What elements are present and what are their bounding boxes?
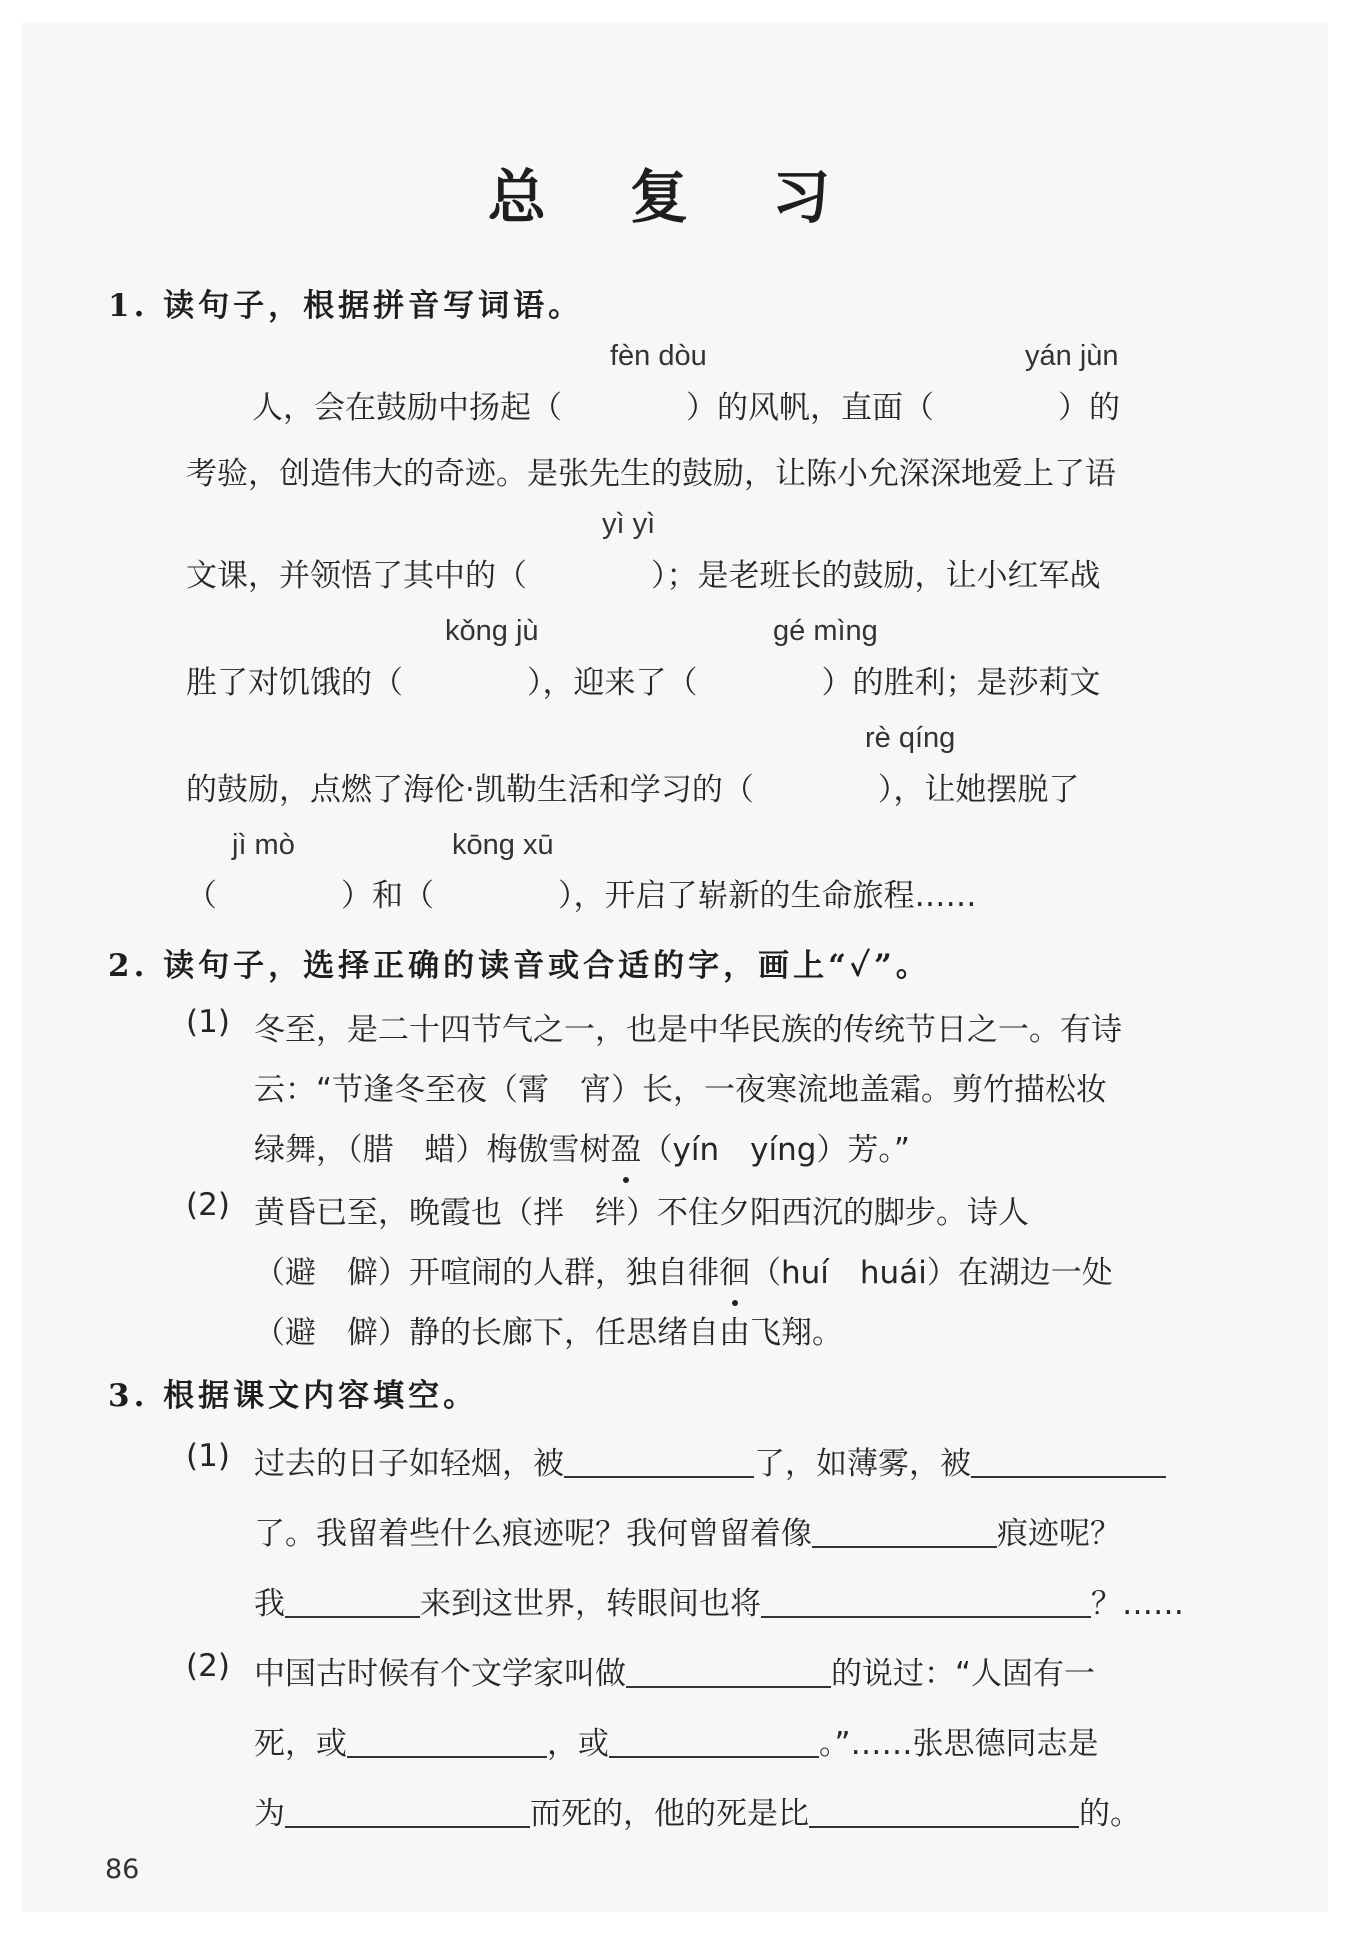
q3-item-2-text-d: ，或 bbox=[547, 1726, 609, 1762]
pinyin-yi-yi: yì yì bbox=[602, 508, 656, 540]
fill-blank[interactable] bbox=[809, 1793, 1079, 1828]
fill-blank[interactable] bbox=[285, 1793, 530, 1828]
q3-item-1-text-e: 我 bbox=[254, 1586, 285, 1622]
pinyin-yan-jun: yán jùn bbox=[1025, 340, 1119, 372]
pinyin-ge-ming: gé mìng bbox=[773, 615, 878, 647]
q3-item-1-line-3 bbox=[254, 1578, 1184, 1623]
q3-item-1-text-d: 痕迹呢？ bbox=[997, 1516, 1121, 1552]
q3-item-1-line-2 bbox=[254, 1508, 1121, 1553]
q2-item-2-line-2-part-b: （huí huái）在湖边一处 bbox=[750, 1255, 1113, 1291]
q3-item-2-text-h: 的。 bbox=[1079, 1796, 1141, 1832]
q3-item-1-text-f: 来到这世界，转眼间也将 bbox=[420, 1586, 761, 1622]
fill-blank[interactable] bbox=[812, 1513, 997, 1548]
q3-item-2-line-3 bbox=[254, 1788, 1141, 1833]
fill-blank[interactable] bbox=[761, 1583, 1091, 1618]
q3-item-1-text-g: ？…… bbox=[1091, 1586, 1184, 1622]
q2-item-1-line-3 bbox=[254, 1124, 910, 1169]
question-2-heading: 2. 读句子，选择正确的读音或合适的字，画上“✓”。 bbox=[108, 948, 931, 984]
q3-item-1-text-c: 了。我留着些什么痕迹呢？我何曾留着像 bbox=[254, 1516, 812, 1552]
q1-line-3: 文课，并领悟了其中的（ ）；是老班长的鼓励，让小红军战 bbox=[186, 558, 1101, 594]
page-title: 总 复 习 bbox=[487, 163, 863, 231]
q3-item-1-line-1 bbox=[254, 1438, 1166, 1483]
q3-item-2-text-g: 而死的，他的死是比 bbox=[530, 1796, 809, 1832]
fill-blank[interactable] bbox=[347, 1723, 547, 1758]
pinyin-re-qing: rè qíng bbox=[865, 722, 956, 754]
page-number: 86 bbox=[105, 1854, 140, 1885]
fill-blank[interactable] bbox=[285, 1583, 420, 1618]
fill-blank[interactable] bbox=[626, 1653, 831, 1688]
q3-item-2-text-b: 的说过：“人固有一 bbox=[831, 1656, 1096, 1692]
q1-line-6: （ ）和（ ），开启了崭新的生命旅程…… bbox=[186, 878, 977, 914]
dotted-character-huai: 徊 bbox=[719, 1247, 750, 1292]
q1-line-4: 胜了对饥饿的（ ），迎来了（ ）的胜利；是莎莉文 bbox=[186, 665, 1101, 701]
q2-item-2-number: (2) bbox=[186, 1187, 230, 1223]
question-3-heading: 3. 根据课文内容填空。 bbox=[108, 1378, 479, 1414]
q3-item-2-text-a: 中国古时候有个文学家叫做 bbox=[254, 1656, 626, 1692]
q2-item-1-line-3-part-b: （yín yíng）芳。” bbox=[641, 1132, 910, 1168]
q2-item-2-line-2-part-a: （避 僻）开喧闹的人群，独自徘 bbox=[254, 1255, 719, 1291]
q3-item-2-line-2 bbox=[254, 1718, 1099, 1763]
q3-item-1-number: (1) bbox=[186, 1438, 230, 1474]
q2-item-1-line-1: 冬至，是二十四节气之一，也是中华民族的传统节日之一。有诗 bbox=[254, 1012, 1122, 1048]
q1-line-5: 的鼓励，点燃了海伦·凯勒生活和学习的（ ），让她摆脱了 bbox=[186, 772, 1080, 808]
pinyin-fen-dou: fèn dòu bbox=[610, 340, 707, 372]
fill-blank[interactable] bbox=[564, 1443, 754, 1478]
q3-item-2-line-1 bbox=[254, 1648, 1095, 1693]
q2-item-1-line-3-part-a: 绿舞，（腊 蜡）梅傲雪树 bbox=[254, 1132, 611, 1168]
q1-line-2: 考验，创造伟大的奇迹。是张先生的鼓励，让陈小允深深地爱上了语 bbox=[186, 456, 1116, 492]
q2-item-1-number: (1) bbox=[186, 1004, 230, 1040]
fill-blank[interactable] bbox=[971, 1443, 1166, 1478]
q1-line-1: 人，会在鼓励中扬起（ ）的风帆，直面（ ）的 bbox=[252, 390, 1120, 426]
pinyin-kong-xu: kōng xū bbox=[452, 829, 554, 861]
q2-item-2-line-1: 黄昏已至，晚霞也（拌 绊）不住夕阳西沉的脚步。诗人 bbox=[254, 1195, 1029, 1231]
q2-item-2-line-3: （避 僻）静的长廊下，任思绪自由飞翔。 bbox=[254, 1315, 843, 1351]
pinyin-ji-mo: jì mò bbox=[232, 829, 295, 861]
q3-item-2-number: (2) bbox=[186, 1648, 230, 1684]
pinyin-kong-ju: kǒng jù bbox=[445, 615, 539, 647]
q2-item-2-line-2 bbox=[254, 1247, 1113, 1292]
dotted-character-ying: 盈 bbox=[611, 1124, 642, 1169]
q3-item-1-text-a: 过去的日子如轻烟，被 bbox=[254, 1446, 564, 1482]
q2-item-1-line-2: 云：“节逢冬至夜（霄 宵）长，一夜寒流地盖霜。剪竹描松妆 bbox=[254, 1072, 1108, 1108]
question-1-heading: 1. 读句子，根据拼音写词语。 bbox=[108, 288, 584, 324]
q3-item-2-text-f: 为 bbox=[254, 1796, 285, 1832]
q3-item-2-text-e: 。”……张思德同志是 bbox=[819, 1726, 1099, 1762]
q3-item-2-text-c: 死，或 bbox=[254, 1726, 347, 1762]
fill-blank[interactable] bbox=[609, 1723, 819, 1758]
q3-item-1-text-b: 了，如薄雾，被 bbox=[754, 1446, 971, 1482]
